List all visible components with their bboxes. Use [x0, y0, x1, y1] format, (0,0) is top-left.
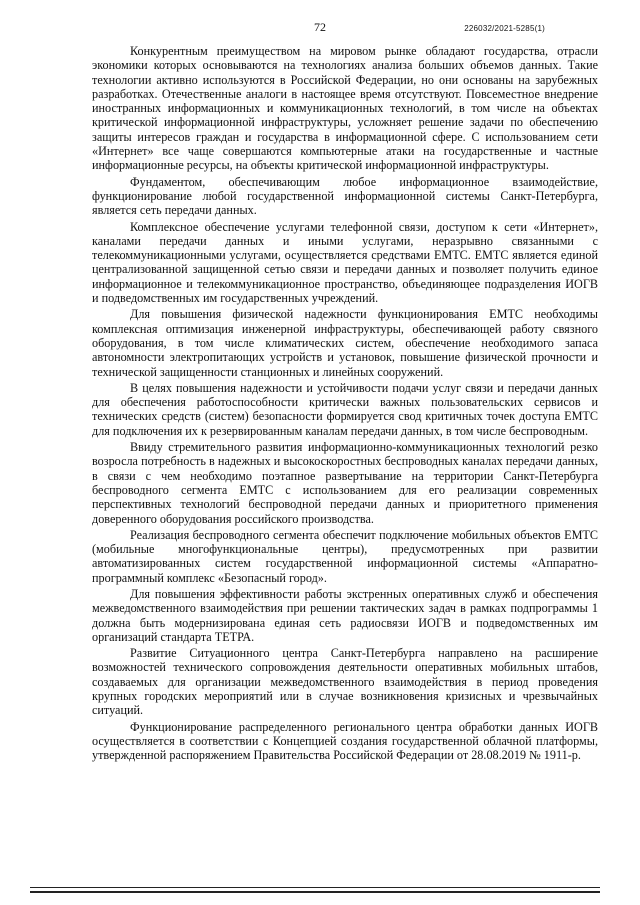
body-text — [92, 44, 598, 763]
paragraph: Для повышения физической надежности функционирования ЕМТС необходимы комплексная оптимизация инженерной инфраструктуры, обеспечивающей работу связного оборудования, в том числе климатических систем, обеспечение необходимого запаса автономности электропитающих устройств и установок, повышение физической прочности и технической защищенности станционных и линейных сооружений. — [92, 307, 598, 379]
paragraph: Ввиду стремительного развития информационно-коммуникационных технологий резко возросла потребность в надежных и высокоскоростных беспроводных каналах передачи данных, в связи с чем необходимо поэтапное развертывание на территории Санкт-Петербурга беспроводного сегмента ЕМТС с использованием для его реализации современных перспективных технологий беспроводной передачи данных и приоритетного применения доверенного оборудования российского производства. — [92, 440, 598, 526]
paragraph: Для повышения эффективности работы экстренных оперативных служб и обеспечения межведомственного взаимодействия при решении тактических задач в рамках подпрограммы 1 должна быть модернизирована единая сеть радиосвязи ИОГВ и подведомственных им организаций стандарта ТЕТРА. — [92, 586, 598, 644]
paragraph: Комплексное обеспечение услугами телефонной связи, доступом к сети «Интернет», каналами передачи данных и иными услугами, неразрывно связанными с телекоммуникационными услугами, осуществляется средствами ЕМТС. ЕМТС является единой централизованной защищенной сетью связи и передачи данных и позволяет получить единое информационное и телекоммуникационное пространство, объединяющее подразделения ИОГВ и подведомственных им государственных учреждений. — [92, 219, 598, 306]
document-code: 226032/2021-5285(1) — [464, 24, 545, 33]
paragraph: Развитие Ситуационного центра Санкт-Петербурга направлено на расширение возможностей технического сопровождения деятельности оперативных мобильных штабов, создаваемых для организации межведомственного взаимодействия в период проведения крупных городских мероприятий или в случае возникновения кризисных и чрезвычайных ситуаций. — [92, 646, 598, 718]
footer-divider — [30, 891, 600, 893]
paragraph: В целях повышения надежности и устойчивости подачи услуг связи и передачи данных для обеспечения работоспособности критически важных пользовательских сервисов и технических средств (систем) безопасности формируется свод критичных точек доступа ЕМТС для подключения их к резервированным каналам передачи данных, в том числе беспроводным. — [92, 380, 598, 438]
page-number: 72 — [314, 20, 326, 34]
paragraph: Конкурентным преимуществом на мировом рынке обладают государства, отрасли экономики которых основываются на технологиях анализа больших объемов данных. Такие технологии активно используются в Российской Федерации, но они основаны на зарубежных разработках. Отечественные аналоги в настоящее время отсутствуют. Повсеместное внедрение иностранных информационных и коммуникационных технологий, в том числе на объектах критической информационной инфраструктуры, усложняет решение задачи по обеспечению защиты интересов граждан и государства в информационной сфере. С использованием сети «Интернет» все чаще совершаются компьютерные атаки на государственные и частные информационные ресурсы, на объекты критической информационной инфраструктуры. — [92, 44, 598, 173]
paragraph: Реализация беспроводного сегмента обеспечит подключение мобильных объектов ЕМТС (мобильные многофункциональные центры), предусмотренных при развитии автоматизированных систем государственной информационной системы «Аппаратно-программный комплекс «Безопасный город». — [92, 527, 598, 585]
paragraph: Функционирование распределенного регионального центра обработки данных ИОГВ осуществляется в соответствии с Концепцией создания государственной облачной платформы, утвержденной распоряжением Правительства Российской Федерации от 28.08.2019 № 1911-р. — [92, 719, 598, 763]
footer-divider — [30, 887, 600, 888]
paragraph: Фундаментом, обеспечивающим любое информационное взаимодействие, функционирование любой государственной информационной системы Санкт-Петербурга, является сеть передачи данных. — [92, 174, 598, 218]
